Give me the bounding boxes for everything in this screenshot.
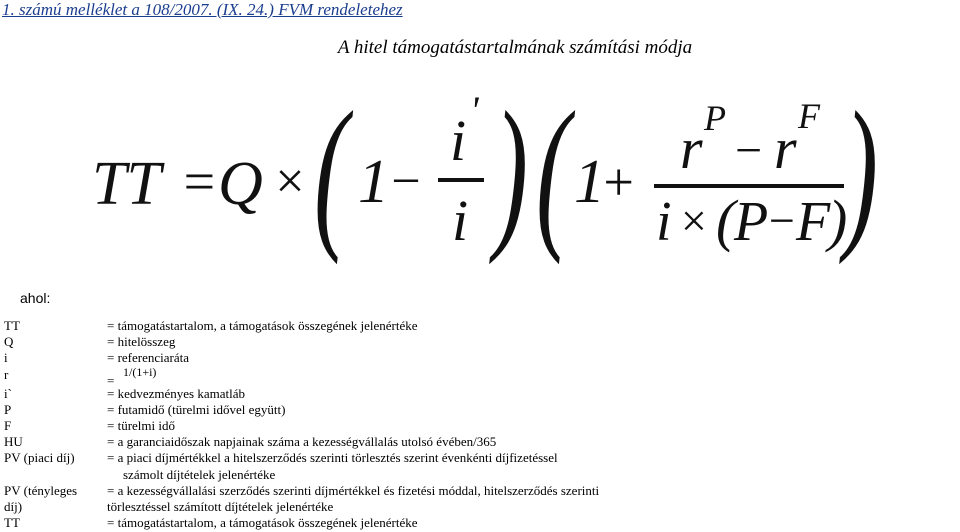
formula-minus: − [388,153,424,210]
definition-row [4,318,954,334]
definition-row [4,364,954,388]
definition-row [4,499,954,515]
formula-paren-close-2: ) [844,88,878,266]
formula-paren-close-1: ) [494,88,528,266]
definition-symbol: P [4,401,12,417]
formula-one-2: 1 [574,148,605,216]
formula-r-1: r [680,116,703,181]
page-title: A hitel támogatástartalmának számítási módja [337,37,693,58]
definition-symbol: PV (piaci díj) [4,450,75,466]
definition-symbol: PV (tényleges [4,482,78,498]
definition-symbol: i` [4,385,12,401]
formula-times-1: × [272,153,308,210]
definition-row [4,402,954,418]
where-label: ahol: [20,290,51,306]
formula-p: P [734,191,769,253]
formula-prime: ' [470,88,479,133]
definition-symbol: Q [4,334,14,350]
formula-sup-f: F [798,96,820,136]
definition-symbol: i [4,350,8,366]
definition-symbol: díj) [4,498,23,514]
formula-sup-p: P [704,98,726,138]
definition-row [4,515,954,531]
definition-text: = a piaci díjmértékkel a hitelszerződés szerinti törlesztés szerint évenkénti díjfizetéssel [107,450,558,466]
definition-row [4,386,954,402]
definition-symbol: HU [4,434,23,450]
formula-paren-open-1: ( [314,88,348,266]
formula-lhs: TT [92,150,161,218]
definition-row [4,450,954,466]
definition-text: = a kezességvállalási szerződés szerinti díjmértékkel és fizetési móddal, hitelszerződés szerinti [107,482,600,498]
formula-r-2: r [774,116,797,181]
definition-text: = a garanciaidőszak napjainak száma a kezességvállalás utolsó évében/365 [107,434,497,450]
header-reference: 1. számú melléklet a 108/2007. (IX. 24.) FVM rendeletehez [2,0,403,19]
definition-text: = türelmi idő [107,417,175,433]
formula-q: Q [218,150,263,218]
definition-text: = támogatástartalom, a támogatások összegének jelenértéke [107,318,418,333]
definition-continuation: számolt díjtételek jelenértéke [123,466,276,482]
definition-row [4,467,954,483]
definition-row [4,434,954,450]
definition-text: törlesztéssel számított díjtételek jelenértéke [107,498,334,514]
formula-one-1: 1 [358,148,389,216]
definition-symbol: F [4,417,12,433]
formula-times-2: × [678,195,710,246]
formula-i-prime: i [450,108,467,173]
definition-symbol: TT [4,515,20,531]
definition-symbol: TT [4,318,20,333]
definition-row [4,334,954,350]
definition-row [4,483,954,499]
formula-i-denom: i [452,188,469,253]
definition-value: 1/(1+i) [123,364,157,379]
definition-text: = referenciaráta [107,350,190,366]
definitions-list [4,318,954,531]
formula-paren-open-2: ( [536,88,570,266]
definition-text: = [107,372,115,388]
definition-text: = kedvezményes kamatláb [107,385,245,401]
formula-equals: = [180,151,218,213]
definition-row [4,418,954,434]
formula-minus-2: − [732,124,765,177]
formula [88,88,878,266]
definition-symbol: r [4,366,9,382]
formula-minus-3: − [766,195,798,246]
definition-text: = hitelösszeg [107,334,176,350]
formula-f: F [796,191,831,253]
formula-paren-close-3: ) [828,188,848,253]
formula-i-denom-2: i [656,191,672,253]
definition-text: = futamidő (türelmi idővel együtt) [107,401,286,417]
definition-text: = támogatástartalom, a támogatások összegének jelenértéke [107,515,418,531]
formula-plus: + [600,152,637,212]
formula-paren-open-3: ( [716,188,736,253]
